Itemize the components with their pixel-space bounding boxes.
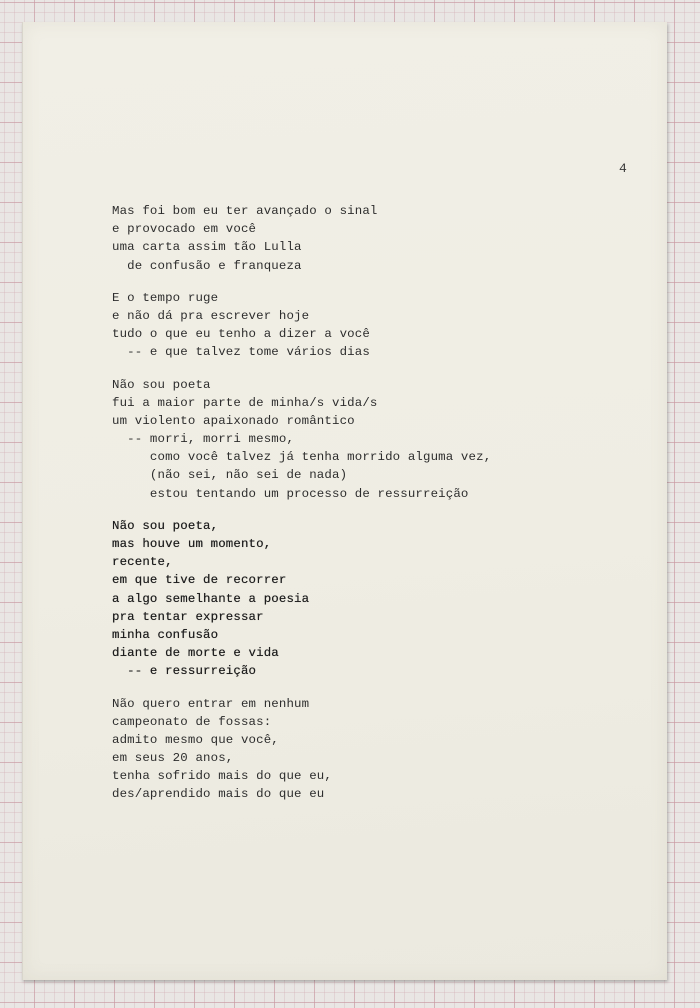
- poem-line: (não sei, não sei de nada): [112, 468, 348, 483]
- poem-line: mas houve um momento,: [112, 537, 272, 551]
- poem-line: diante de morte e vida: [112, 646, 279, 661]
- poem-line: a algo semelhante a poesia: [112, 591, 310, 606]
- poem-line: como você talvez já tenha morrido alguma vez,: [112, 450, 492, 465]
- poem-line: Não sou poeta: [112, 377, 211, 392]
- stanza-3: [112, 376, 632, 503]
- poem-line: fui a maior parte de minha/s vida/s: [112, 395, 378, 410]
- poem-line: recente,: [112, 555, 173, 570]
- poem-line: em seus 20 anos,: [112, 751, 234, 766]
- poem-line: tudo o que eu tenho a dizer a você: [112, 327, 370, 342]
- poem-line: uma carta assim tão Lulla: [112, 240, 302, 255]
- poem-line: estou tentando um processo de ressurreição: [112, 486, 469, 501]
- stanza-2: [112, 289, 632, 362]
- poem-line: e não dá pra escrever hoje: [112, 308, 310, 323]
- poem-line: E o tempo ruge: [112, 290, 219, 305]
- poem-line: e provocado em você: [112, 222, 257, 237]
- poem-line: minha confusão: [112, 627, 219, 642]
- poem-line: Mas foi bom eu ter avançado o sinal: [112, 204, 378, 218]
- poem-line: -- e ressurreição: [112, 664, 257, 679]
- poem-line: des/aprendido mais do que eu: [112, 787, 325, 802]
- poem-line: pra tentar expressar: [112, 609, 264, 624]
- poem-body: [112, 202, 632, 804]
- stanza-1: [112, 202, 632, 275]
- paper-sheet: [22, 22, 667, 980]
- page-number: 4: [619, 161, 628, 176]
- poem-line: -- e que talvez tome vários dias: [112, 345, 370, 360]
- stanza-4: [112, 517, 632, 681]
- poem-line: -- morri, morri mesmo,: [112, 432, 295, 447]
- poem-line: um violento apaixonado romântico: [112, 413, 355, 428]
- poem-line: campeonato de fossas:: [112, 714, 272, 729]
- poem-line: Não quero entrar em nenhum: [112, 696, 310, 711]
- poem-line: de confusão e franqueza: [112, 258, 302, 273]
- poem-line: admito mesmo que você,: [112, 732, 279, 747]
- stanza-5: [112, 695, 632, 804]
- poem-line: Não sou poeta,: [112, 518, 219, 533]
- poem-line: tenha sofrido mais do que eu,: [112, 769, 332, 784]
- poem-line: em que tive de recorrer: [112, 573, 287, 588]
